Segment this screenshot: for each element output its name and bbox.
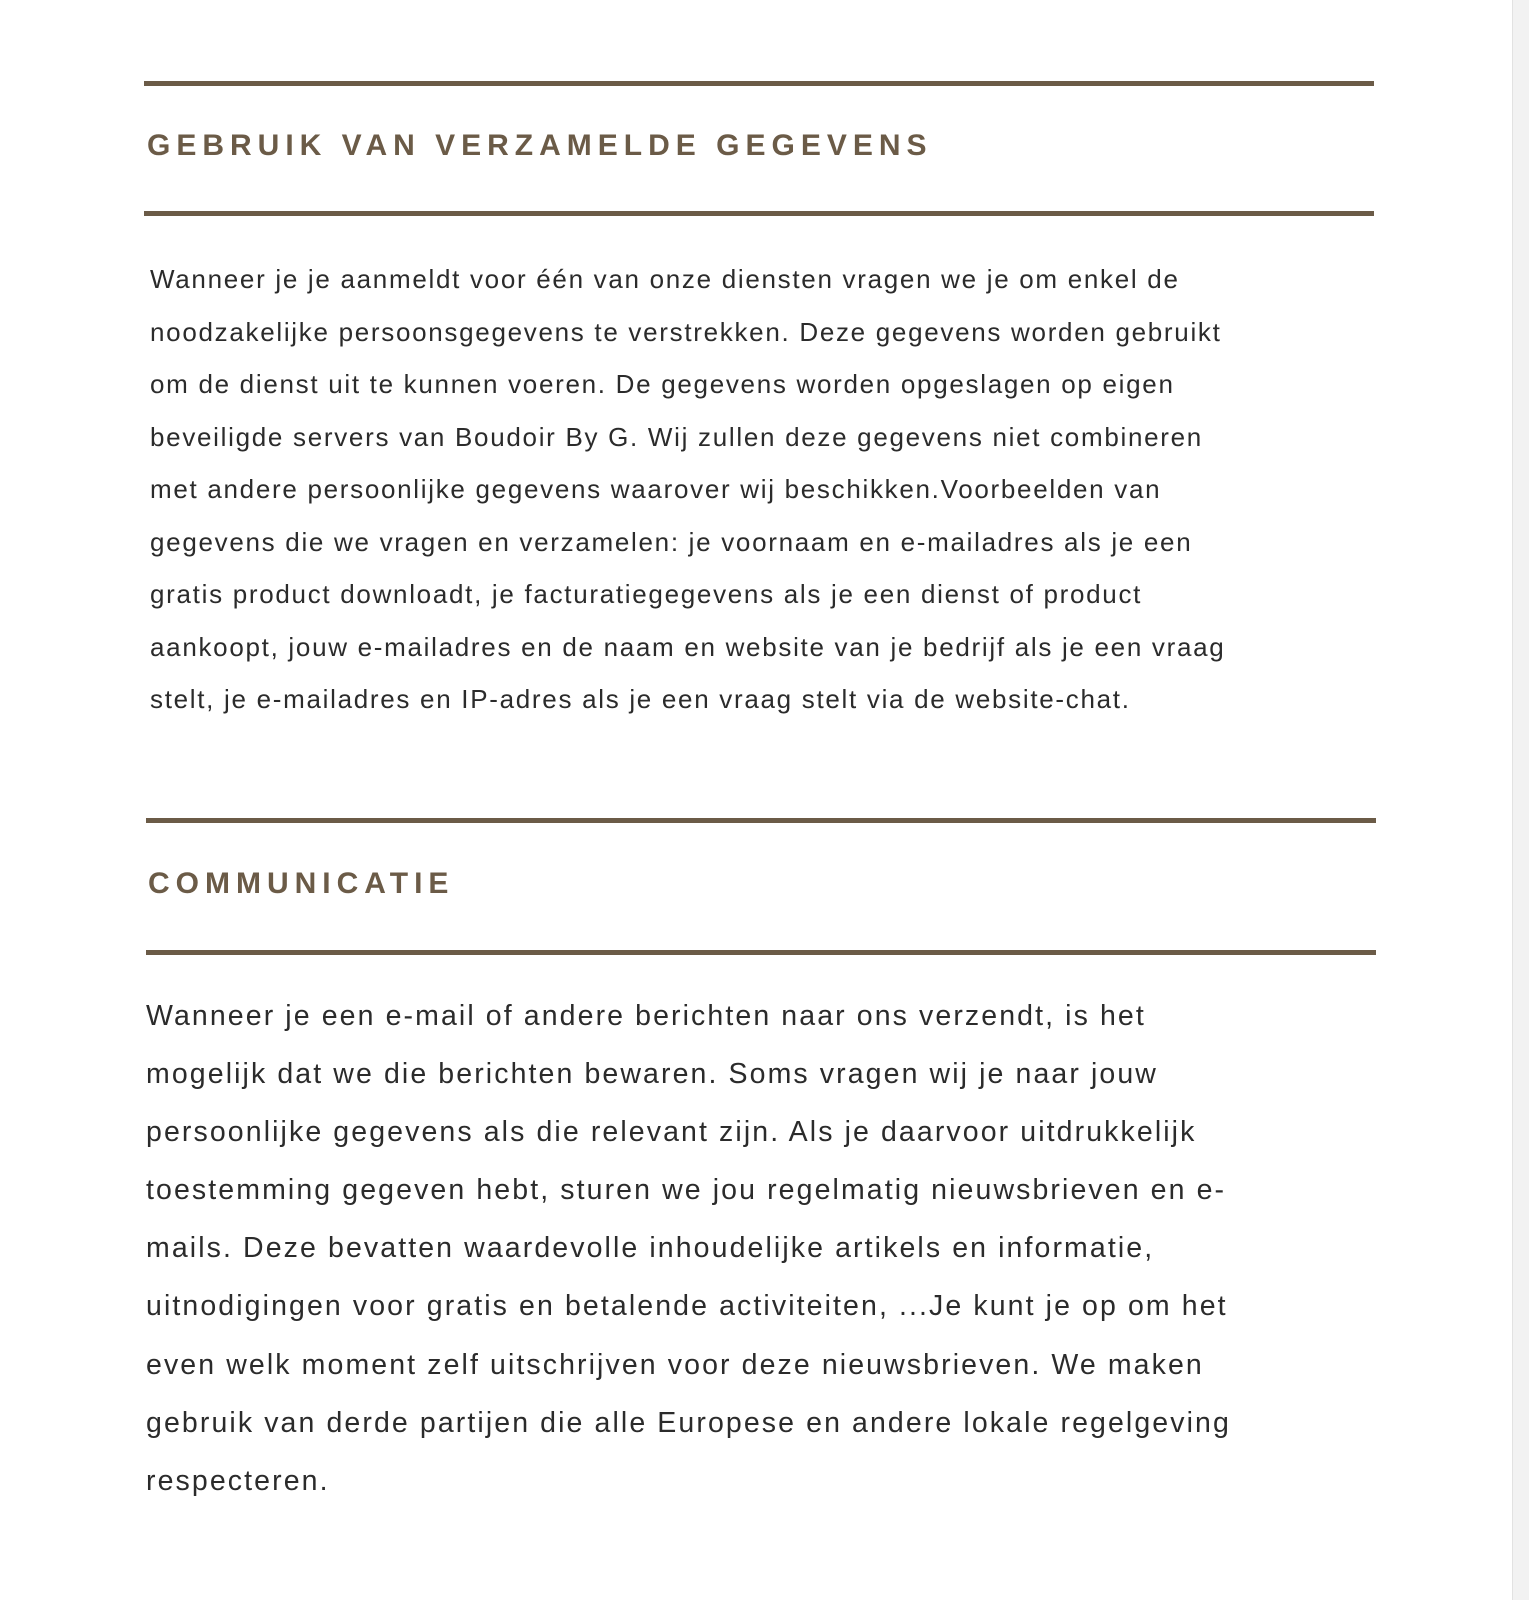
section-bottom-divider (146, 950, 1376, 955)
section-paragraph: Wanneer je je aanmeldt voor één van onze diensten vragen we je om enkel de noodzakelijke persoonsgegevens te verstrekken. Deze gegevens worden gebruikt om de dienst uit te kunnen voeren. De gegevens worden opgeslagen op eigen beveiligde servers van Boudoir By G. Wij zullen deze gegevens niet combineren met andere persoonlijke gegevens waarover wij beschikken.Voorbeelden van gegevens die we vragen en verzamelen: je voornaam en e-mailadres als je een gratis product downloadt, je facturatiegegevens als je een dienst of product aankoopt, jouw e-mailadres en de naam en website van je bedrijf als je een vraag stelt, je e-mailadres en IP-adres als je een vraag stelt via de website-chat. (150, 264, 1226, 714)
section-bottom-divider (144, 211, 1374, 216)
page-edge (1512, 0, 1529, 1600)
section-heading: COMMUNICATIE (148, 867, 455, 900)
section-heading: GEBRUIK VAN VERZAMELDE GEGEVENS (147, 129, 933, 162)
section-top-divider (146, 818, 1376, 823)
section-paragraph: Wanneer je een e-mail of andere berichten naar ons verzendt, is het mogelijk dat we die berichten bewaren. Soms vragen wij je naar jouw persoonlijke gegevens als die relevant zijn. Als je daarvoor uitdrukkelijk toestemming gegeven hebt, sturen we jou regelmatig nieuwsbrieven en e- mails. Deze bevatten waardevolle inhoudelijke artikels en informatie, uitnodigingen voor gratis en betalende activiteiten, ...Je kunt je op om het even welk moment zelf uitschrijven voor deze nieuwsbrieven. We maken gebruik van derde partijen die alle Europese en andere lokale regelgeving respecteren. (146, 1000, 1231, 1497)
section-top-divider (144, 81, 1374, 86)
